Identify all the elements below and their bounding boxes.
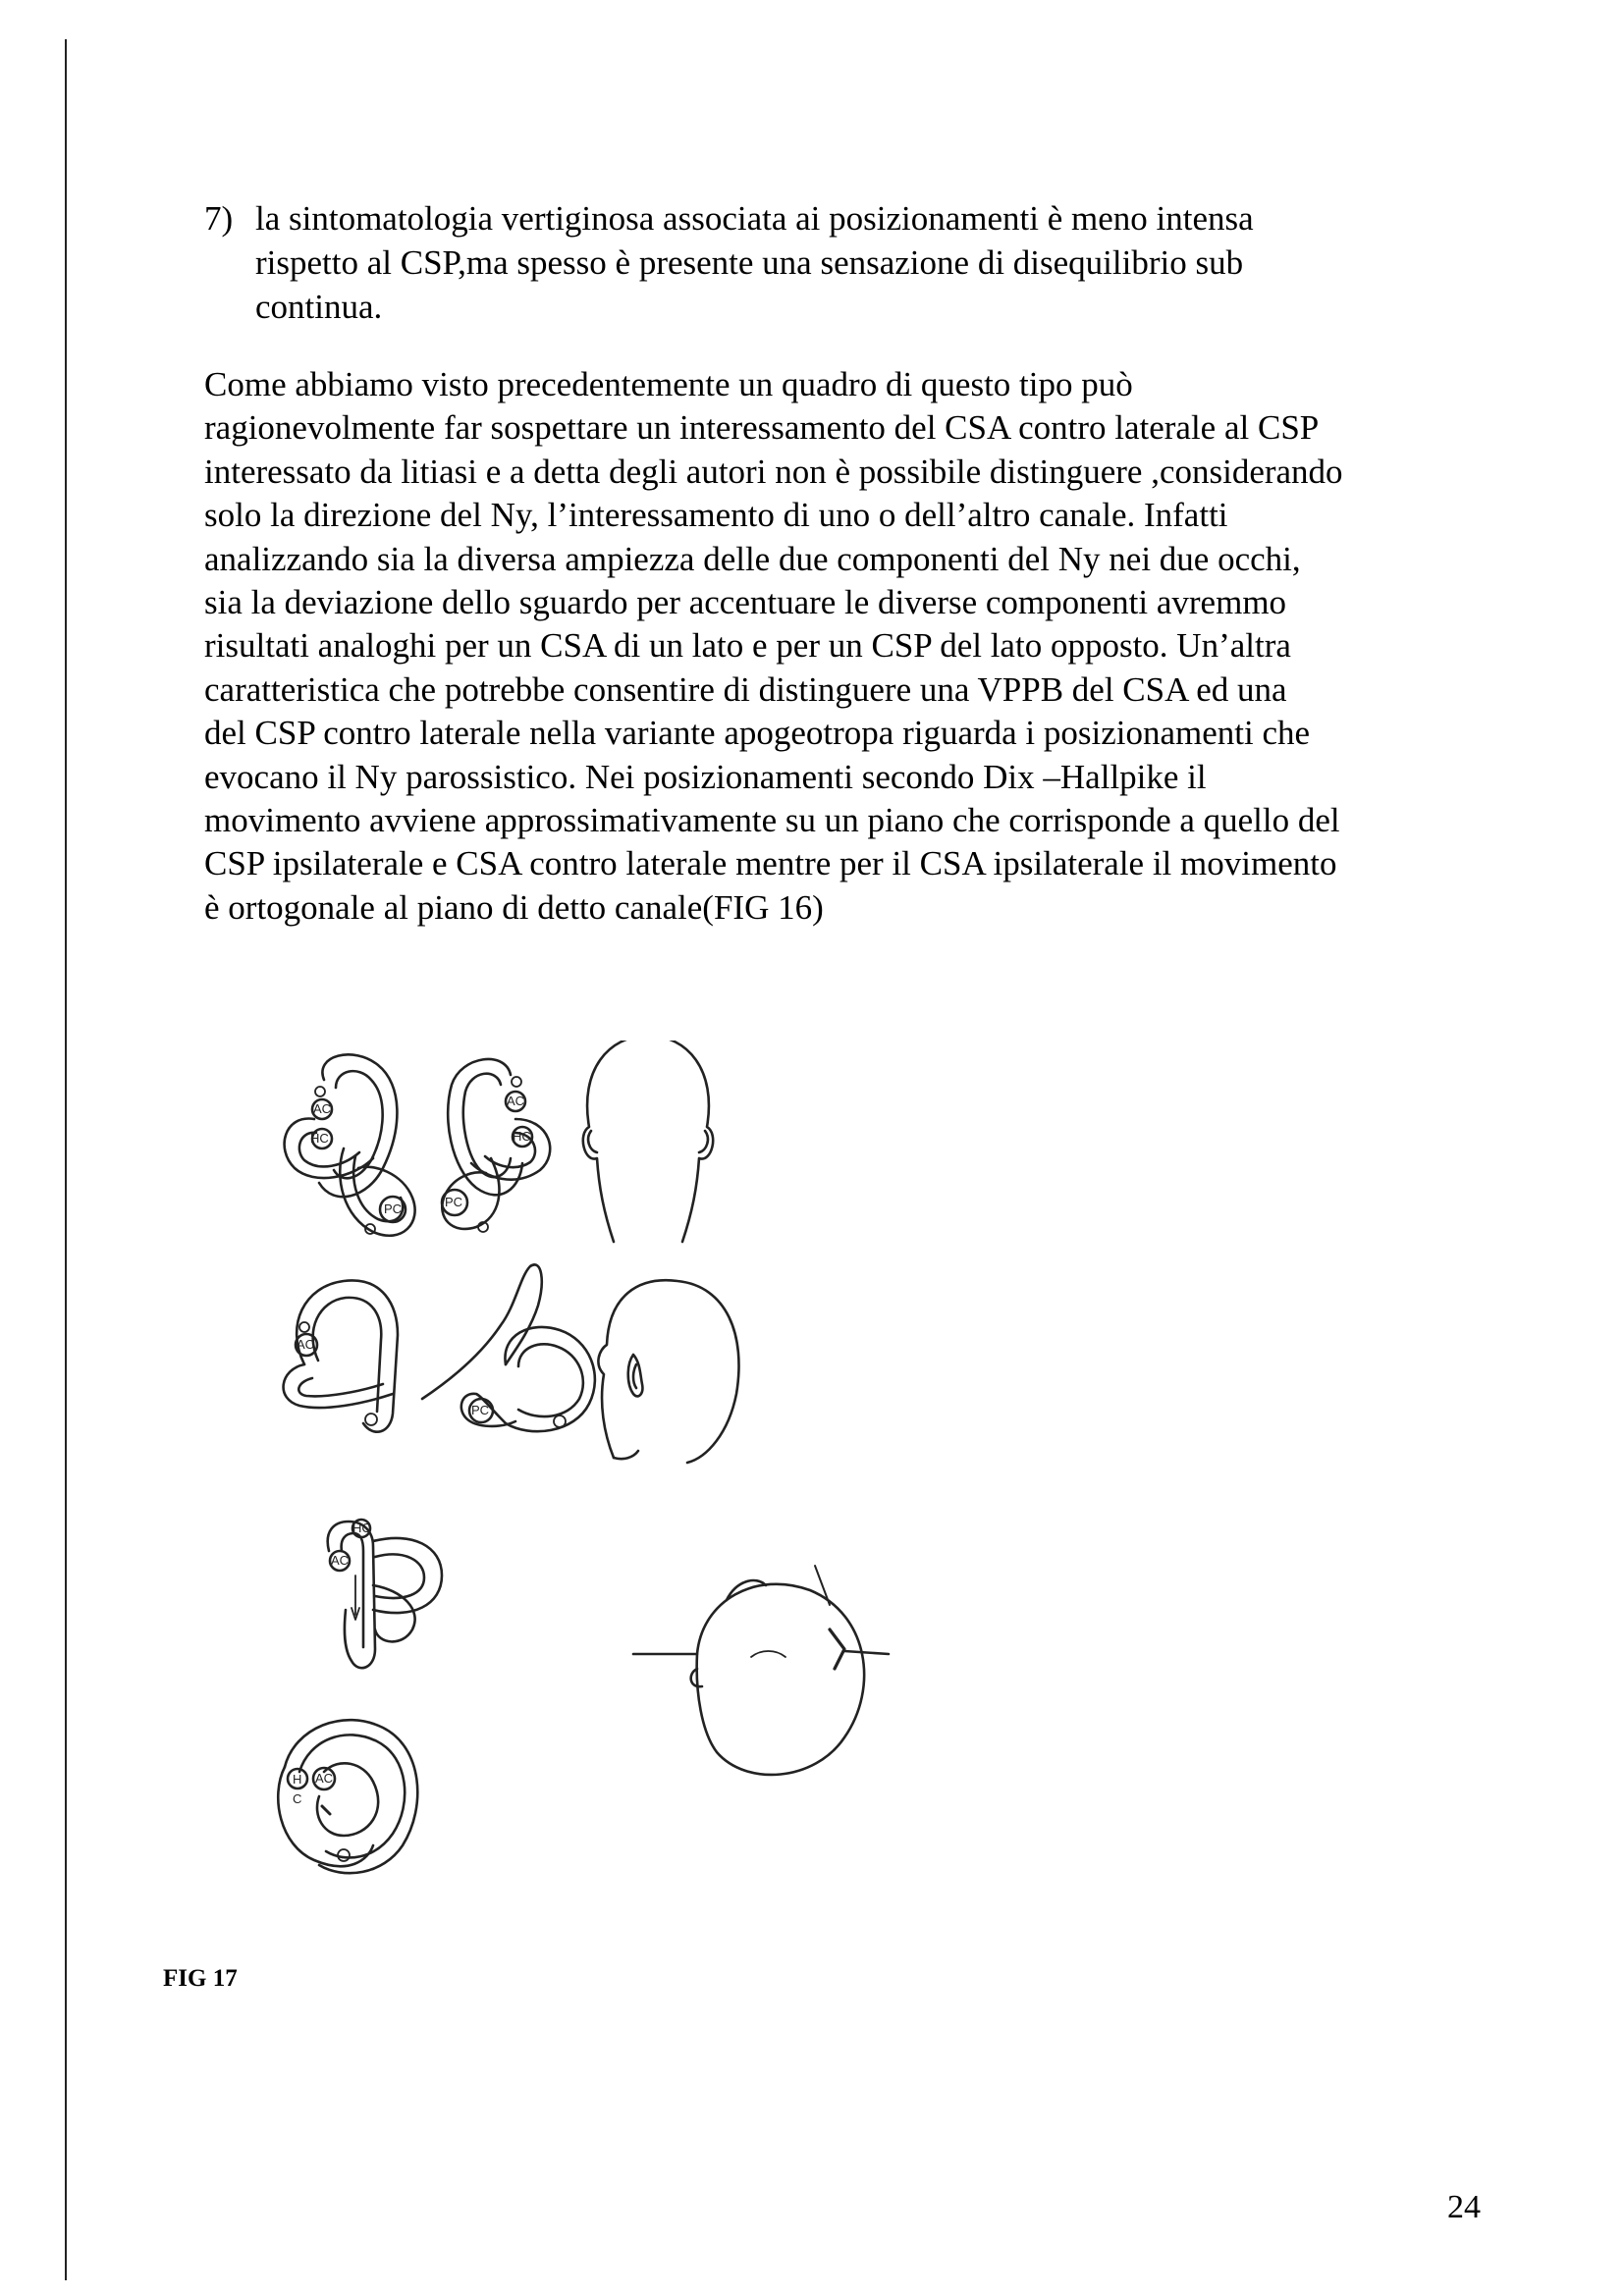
- paragraph-line: ragionevolmente far sospettare un interessamento del CSA contro laterale al CSP: [204, 408, 1320, 448]
- head-side-view: [598, 1280, 738, 1463]
- paragraph-line: è ortogonale al piano di detto canale(FIG 16): [204, 887, 824, 927]
- label-pc: PC: [471, 1403, 490, 1417]
- list-item-text: [255, 196, 1434, 329]
- list-line: la sintomatologia vertiginosa associata ai posizionamenti è meno intensa: [255, 199, 1254, 238]
- paragraph-line: solo la direzione del Ny, l’interessamento di uno o dell’altro canale. Infatti: [204, 496, 1228, 535]
- page-number: 24: [1447, 2189, 1481, 2225]
- paragraph-line: risultati analoghi per un CSA di un lato e per un CSP del lato opposto. Un’altra: [204, 626, 1291, 666]
- paragraph-line: analizzando sia la diversa ampiezza delle due componenti del Ny nei due occhi,: [204, 539, 1301, 578]
- paragraph-line: interessato da litiasi e a detta degli autori non è possibile distinguere ,considerando: [204, 452, 1343, 491]
- labyrinth-left-posterior-view: [285, 1054, 415, 1235]
- list-number: 7): [204, 199, 234, 238]
- paragraph-line: Come abbiamo visto precedentemente un quadro di questo tipo può: [204, 365, 1133, 403]
- labyrinth-anterior-canal-view: [284, 1280, 398, 1431]
- label-ac: AC: [331, 1553, 350, 1568]
- label-ac: AC: [315, 1771, 334, 1786]
- paragraph-line: del CSP contro laterale nella variante apogeotropa riguarda i posizionamenti che: [204, 714, 1311, 753]
- body-paragraph: [204, 363, 1490, 930]
- list-line: continua.: [255, 288, 383, 326]
- paragraph-line: caratteristica che potrebbe consentire di distinguere una VPPB del CSA ed una: [204, 669, 1287, 709]
- label-ac: AC: [297, 1337, 315, 1352]
- margin-rule: [65, 39, 67, 2280]
- label-pc: PC: [384, 1201, 403, 1216]
- labyrinth-horizontal-canal-view: [328, 1520, 442, 1668]
- label-hc: HC: [310, 1131, 329, 1146]
- list-line: rispetto al CSP,ma spesso è presente una sensazione di disequilibrio sub: [255, 243, 1244, 282]
- label-c: C: [293, 1791, 302, 1806]
- label-hc: HC: [513, 1129, 531, 1144]
- paragraph-line: CSP ipsilaterale e CSA contro laterale mentre per il CSA ipsilaterale il movimento: [204, 844, 1337, 883]
- label-pc: PC: [445, 1195, 463, 1209]
- head-top-view: [633, 1566, 889, 1775]
- paragraph-line: sia la deviazione dello sguardo per accentuare le diverse componenti avremmo: [204, 583, 1287, 622]
- labyrinth-posterior-canal-view: [422, 1264, 595, 1431]
- label-ac: AC: [507, 1094, 525, 1108]
- labyrinth-right-posterior-view: [442, 1059, 550, 1232]
- label-h: H: [293, 1772, 302, 1787]
- paragraph-line: movimento avviene approssimativamente su un piano che corrisponde a quello del: [204, 801, 1340, 840]
- figure-caption: FIG 17: [163, 1965, 238, 1992]
- fig17-illustration: [265, 1041, 893, 1924]
- label-ac: AC: [313, 1101, 332, 1116]
- labyrinth-supine-view: [278, 1720, 417, 1873]
- paragraph-line: evocano il Ny parossistico. Nei posizionamenti secondo Dix –Hallpike il: [204, 757, 1207, 796]
- head-back-view: [583, 1041, 713, 1242]
- label-hc: HC: [352, 1521, 371, 1535]
